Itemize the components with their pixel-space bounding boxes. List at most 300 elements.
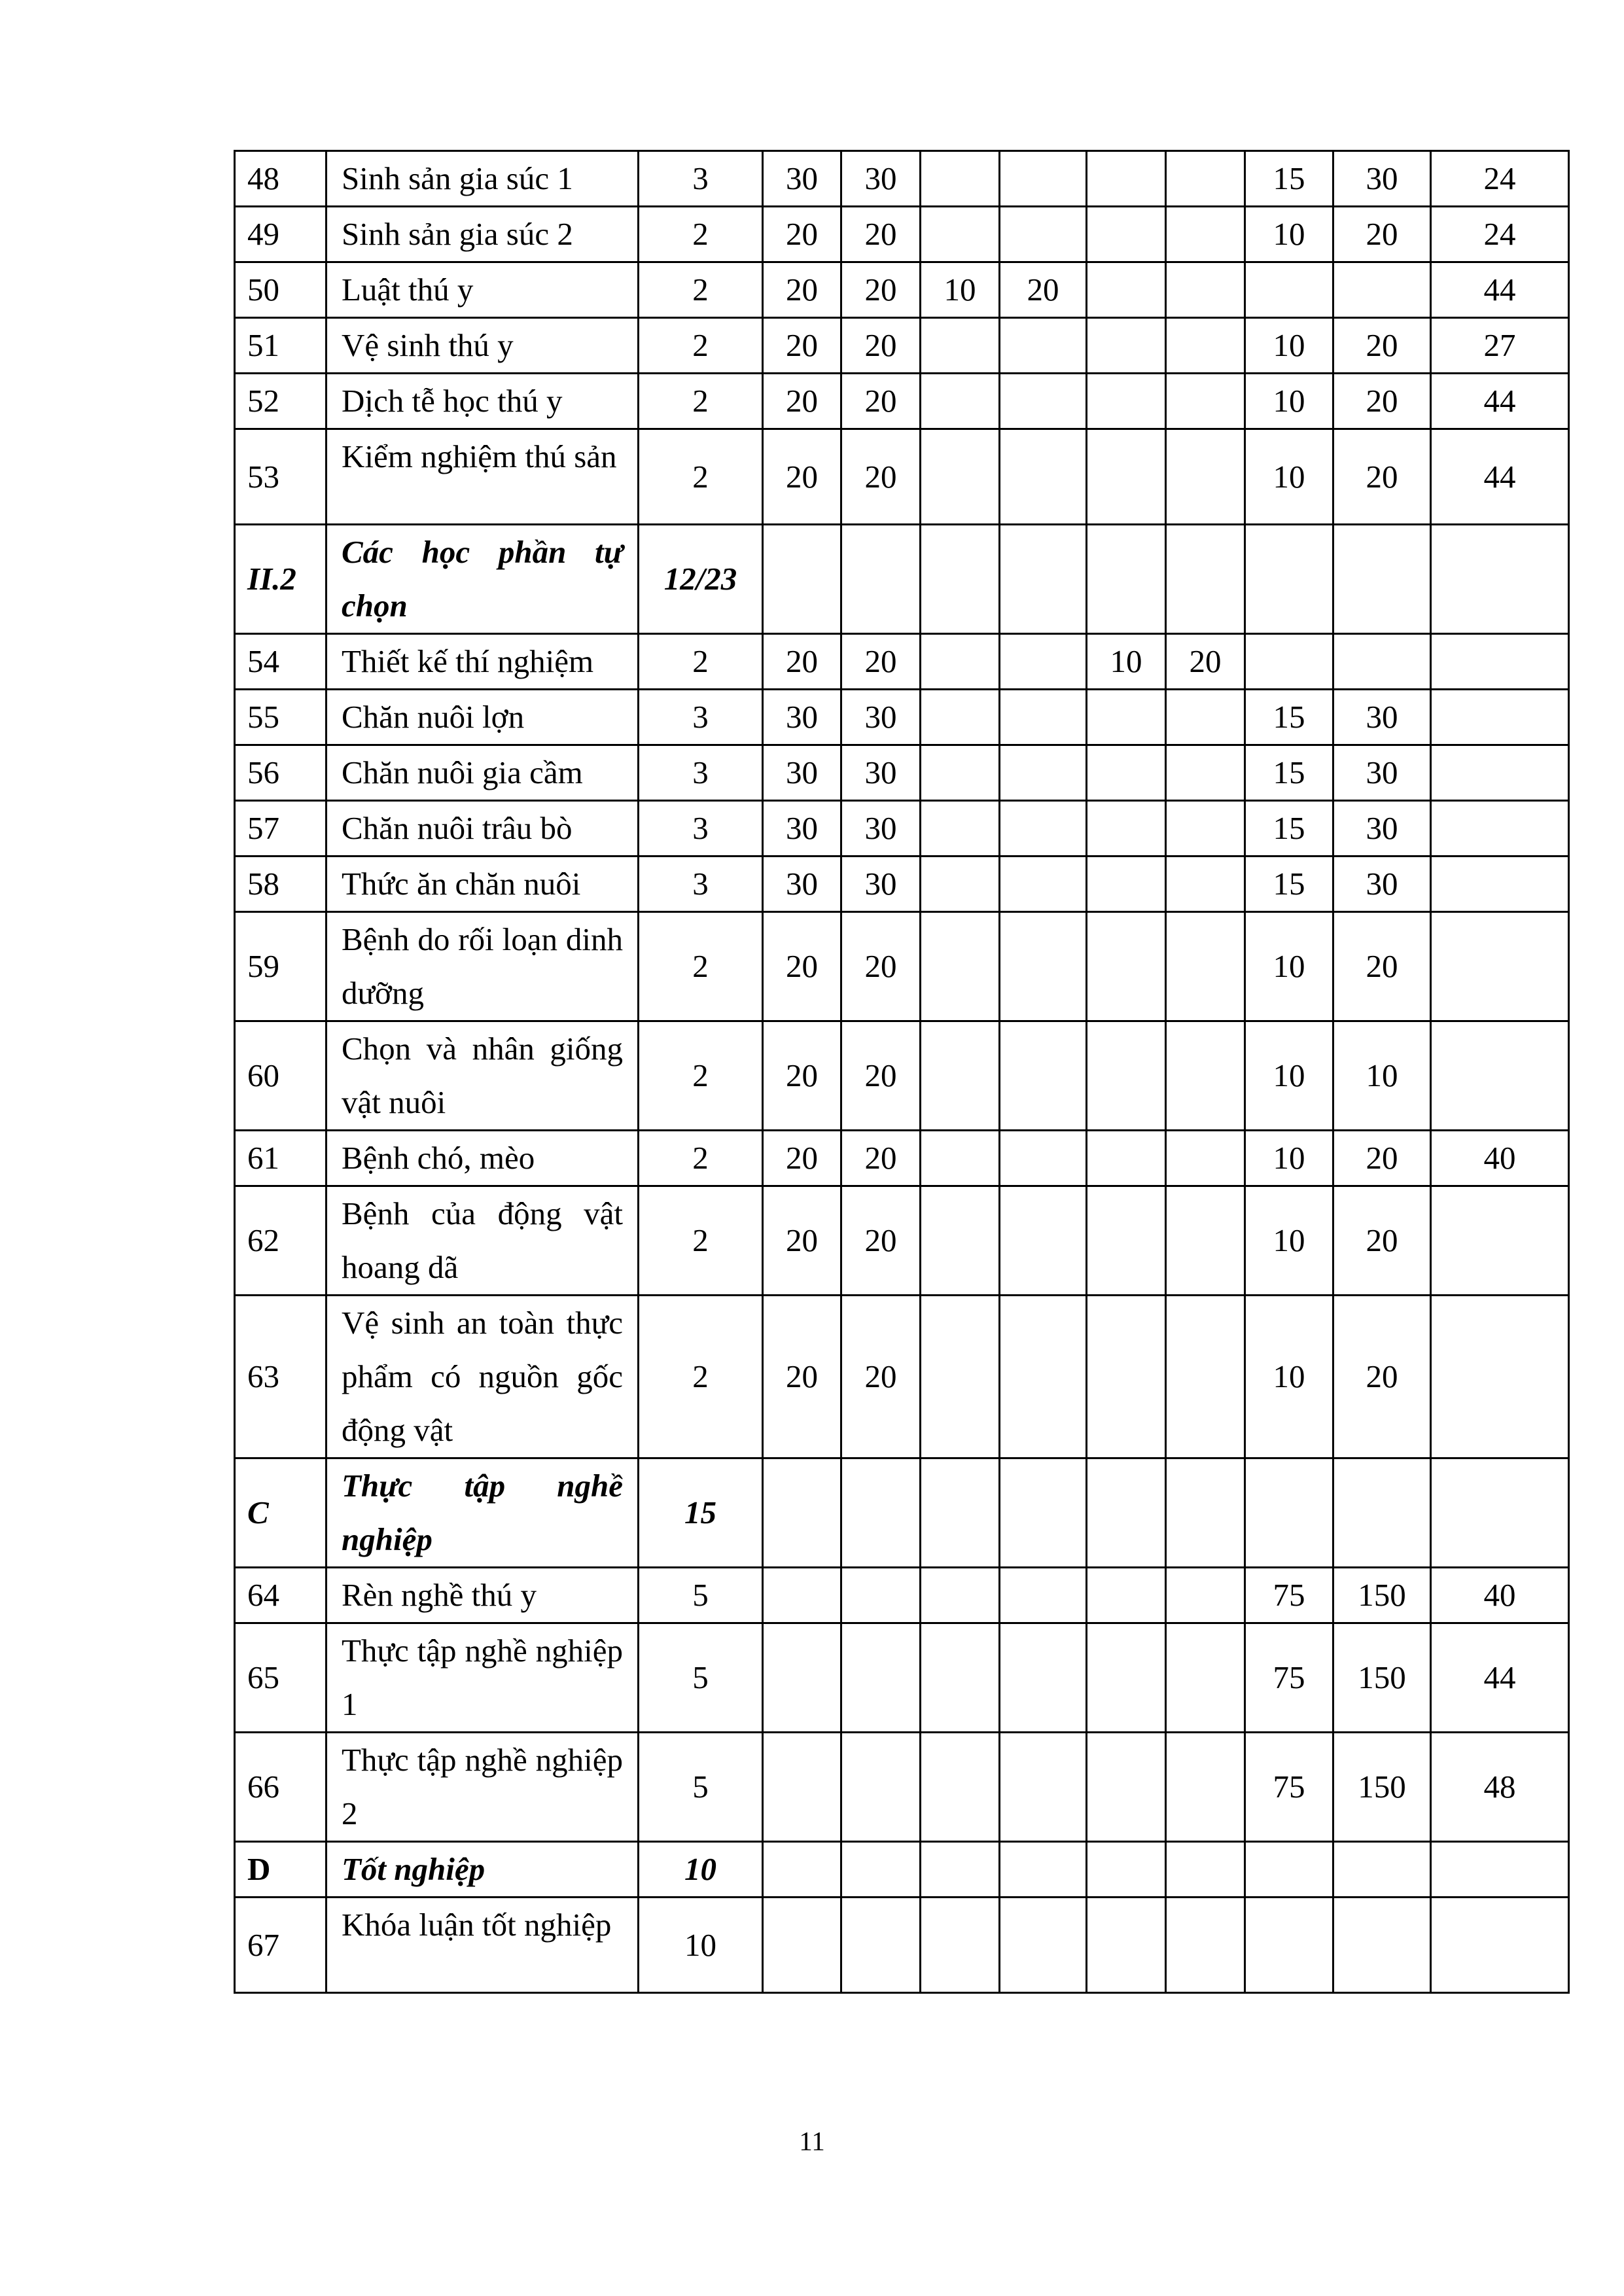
table-row: [235, 857, 1569, 912]
cell-col-11: 10: [1333, 1021, 1431, 1131]
cell-credits: 12/23: [639, 525, 763, 634]
cell-col-9: [1166, 525, 1245, 634]
cell-col-8: [1087, 1568, 1166, 1623]
cell-col-10: [1245, 1898, 1333, 1993]
cell-course-name: Dịch tễ học thú y: [327, 374, 639, 429]
table-row: [235, 1186, 1569, 1296]
cell-col-10: 15: [1245, 690, 1333, 745]
cell-col-11: 20: [1333, 1131, 1431, 1186]
cell-course-name: Rèn nghề thú y: [327, 1568, 639, 1623]
cell-col-4: 30: [763, 745, 841, 801]
cell-col-7: [1000, 429, 1087, 525]
cell-row-code: 58: [235, 857, 327, 912]
cell-col-4: 20: [763, 1186, 841, 1296]
cell-credits: 2: [639, 1296, 763, 1458]
cell-col-7: [1000, 1131, 1087, 1186]
cell-col-6: [921, 1623, 1000, 1733]
cell-col-7: [1000, 207, 1087, 262]
cell-col-6: [921, 1296, 1000, 1458]
cell-col-4: 30: [763, 690, 841, 745]
section-row: [235, 1458, 1569, 1568]
cell-col-5: 20: [841, 429, 921, 525]
cell-col-5: 30: [841, 801, 921, 857]
cell-col-9: [1166, 857, 1245, 912]
cell-col-7: [1000, 525, 1087, 634]
cell-row-code: 60: [235, 1021, 327, 1131]
cell-col-9: [1166, 1296, 1245, 1458]
cell-col-8: [1087, 1186, 1166, 1296]
cell-col-8: [1087, 1296, 1166, 1458]
cell-col-10: [1245, 634, 1333, 690]
cell-row-code: 49: [235, 207, 327, 262]
cell-col-10: [1245, 525, 1333, 634]
cell-col-6: [921, 374, 1000, 429]
cell-col-12: 40: [1431, 1131, 1569, 1186]
cell-col-8: [1087, 857, 1166, 912]
cell-col-9: [1166, 801, 1245, 857]
cell-col-9: [1166, 151, 1245, 207]
cell-col-8: [1087, 151, 1166, 207]
cell-col-5: 20: [841, 1186, 921, 1296]
cell-col-11: 30: [1333, 801, 1431, 857]
cell-col-6: [921, 151, 1000, 207]
cell-col-4: 20: [763, 912, 841, 1021]
section-row: [235, 525, 1569, 634]
cell-col-6: [921, 912, 1000, 1021]
cell-col-12: 27: [1431, 318, 1569, 374]
table-row: [235, 1733, 1569, 1842]
cell-col-4: 30: [763, 151, 841, 207]
cell-credits: 2: [639, 634, 763, 690]
cell-row-code: 57: [235, 801, 327, 857]
cell-col-6: [921, 857, 1000, 912]
cell-col-9: [1166, 207, 1245, 262]
cell-col-6: [921, 745, 1000, 801]
cell-course-name: Thực tập nghề nghiệp: [327, 1458, 639, 1568]
cell-col-11: [1333, 1458, 1431, 1568]
cell-col-9: [1166, 1131, 1245, 1186]
cell-col-9: 20: [1166, 634, 1245, 690]
table-row: [235, 912, 1569, 1021]
cell-col-10: [1245, 262, 1333, 318]
cell-col-11: 150: [1333, 1568, 1431, 1623]
cell-col-7: [1000, 151, 1087, 207]
cell-row-code: 67: [235, 1898, 327, 1993]
cell-col-11: 30: [1333, 857, 1431, 912]
cell-col-10: [1245, 1842, 1333, 1898]
cell-col-10: 15: [1245, 801, 1333, 857]
table-row: [235, 318, 1569, 374]
table-row: [235, 690, 1569, 745]
section-row: [235, 1842, 1569, 1898]
cell-col-10: 15: [1245, 745, 1333, 801]
cell-row-code: C: [235, 1458, 327, 1568]
cell-row-code: 53: [235, 429, 327, 525]
cell-row-code: II.2: [235, 525, 327, 634]
cell-credits: 2: [639, 207, 763, 262]
cell-credits: 3: [639, 857, 763, 912]
cell-col-12: [1431, 801, 1569, 857]
cell-credits: 2: [639, 318, 763, 374]
cell-col-4: 30: [763, 801, 841, 857]
cell-col-7: [1000, 1842, 1087, 1898]
table-row: [235, 634, 1569, 690]
cell-col-12: [1431, 1021, 1569, 1131]
cell-course-name: Thực tập nghề nghiệp 1: [327, 1623, 639, 1733]
table-row: [235, 1296, 1569, 1458]
cell-col-11: 150: [1333, 1623, 1431, 1733]
cell-col-12: [1431, 745, 1569, 801]
cell-col-7: [1000, 912, 1087, 1021]
cell-col-11: 150: [1333, 1733, 1431, 1842]
cell-col-11: [1333, 1898, 1431, 1993]
cell-col-4: 30: [763, 857, 841, 912]
cell-col-8: [1087, 690, 1166, 745]
cell-col-6: [921, 1898, 1000, 1993]
cell-credits: 3: [639, 151, 763, 207]
cell-col-6: 10: [921, 262, 1000, 318]
cell-col-9: [1166, 1021, 1245, 1131]
cell-col-6: [921, 207, 1000, 262]
cell-col-11: 20: [1333, 912, 1431, 1021]
cell-col-11: 20: [1333, 429, 1431, 525]
cell-row-code: 55: [235, 690, 327, 745]
table-row: [235, 151, 1569, 207]
cell-col-7: [1000, 857, 1087, 912]
cell-col-8: [1087, 262, 1166, 318]
cell-col-12: [1431, 1296, 1569, 1458]
cell-col-5: [841, 1733, 921, 1842]
cell-col-4: [763, 525, 841, 634]
cell-col-6: [921, 1021, 1000, 1131]
cell-row-code: 62: [235, 1186, 327, 1296]
cell-col-5: 30: [841, 745, 921, 801]
cell-col-9: [1166, 1898, 1245, 1993]
cell-col-10: 10: [1245, 1131, 1333, 1186]
cell-course-name: Chăn nuôi lợn: [327, 690, 639, 745]
cell-credits: 2: [639, 374, 763, 429]
cell-course-name: Sinh sản gia súc 2: [327, 207, 639, 262]
cell-col-7: [1000, 634, 1087, 690]
cell-col-5: 30: [841, 857, 921, 912]
cell-credits: 2: [639, 1131, 763, 1186]
cell-col-10: 10: [1245, 912, 1333, 1021]
cell-col-5: 20: [841, 318, 921, 374]
cell-col-10: 10: [1245, 374, 1333, 429]
cell-col-11: 20: [1333, 374, 1431, 429]
cell-col-5: 20: [841, 1296, 921, 1458]
cell-row-code: 51: [235, 318, 327, 374]
cell-col-11: [1333, 262, 1431, 318]
cell-col-5: [841, 1898, 921, 1993]
cell-course-name: Kiểm nghiệm thú sản: [327, 429, 639, 525]
cell-col-10: 10: [1245, 429, 1333, 525]
cell-col-9: [1166, 318, 1245, 374]
table-body: [235, 151, 1569, 1993]
cell-course-name: Luật thú y: [327, 262, 639, 318]
cell-col-8: [1087, 525, 1166, 634]
cell-col-8: [1087, 1021, 1166, 1131]
cell-col-6: [921, 634, 1000, 690]
cell-col-9: [1166, 745, 1245, 801]
cell-col-9: [1166, 912, 1245, 1021]
cell-col-10: 75: [1245, 1623, 1333, 1733]
cell-credits: 15: [639, 1458, 763, 1568]
cell-col-4: 20: [763, 1131, 841, 1186]
cell-credits: 10: [639, 1842, 763, 1898]
cell-credits: 5: [639, 1568, 763, 1623]
cell-col-7: 20: [1000, 262, 1087, 318]
cell-col-5: 20: [841, 374, 921, 429]
cell-col-7: [1000, 1296, 1087, 1458]
cell-col-12: [1431, 1458, 1569, 1568]
cell-col-10: 10: [1245, 318, 1333, 374]
table-row: [235, 1898, 1569, 1993]
cell-col-5: [841, 1568, 921, 1623]
cell-col-5: 20: [841, 634, 921, 690]
cell-col-7: [1000, 318, 1087, 374]
cell-col-4: [763, 1458, 841, 1568]
cell-col-8: [1087, 429, 1166, 525]
cell-course-name: Chăn nuôi trâu bò: [327, 801, 639, 857]
cell-col-11: 20: [1333, 1296, 1431, 1458]
cell-col-5: 20: [841, 207, 921, 262]
table-row: [235, 374, 1569, 429]
cell-course-name: Thức ăn chăn nuôi: [327, 857, 639, 912]
cell-col-8: 10: [1087, 634, 1166, 690]
cell-col-10: 10: [1245, 207, 1333, 262]
cell-credits: 3: [639, 690, 763, 745]
table-row: [235, 1623, 1569, 1733]
table-row: [235, 1568, 1569, 1623]
cell-col-7: [1000, 1733, 1087, 1842]
cell-col-8: [1087, 1623, 1166, 1733]
cell-col-4: 20: [763, 429, 841, 525]
table-row: [235, 1131, 1569, 1186]
cell-course-name: Khóa luận tốt nghiệp: [327, 1898, 639, 1993]
cell-course-name: Bệnh do rối loạn dinh dưỡng: [327, 912, 639, 1021]
cell-row-code: 61: [235, 1131, 327, 1186]
cell-col-12: [1431, 634, 1569, 690]
cell-col-6: [921, 1131, 1000, 1186]
cell-col-12: 44: [1431, 1623, 1569, 1733]
cell-course-name: Vệ sinh an toàn thực phẩm có nguồn gốc động vật: [327, 1296, 639, 1458]
cell-col-11: 20: [1333, 1186, 1431, 1296]
cell-course-name: Chăn nuôi gia cầm: [327, 745, 639, 801]
cell-col-7: [1000, 1898, 1087, 1993]
cell-col-7: [1000, 374, 1087, 429]
cell-col-8: [1087, 912, 1166, 1021]
cell-row-code: 56: [235, 745, 327, 801]
cell-row-code: 54: [235, 634, 327, 690]
cell-course-name: Tốt nghiệp: [327, 1842, 639, 1898]
cell-col-12: [1431, 1186, 1569, 1296]
cell-col-8: [1087, 745, 1166, 801]
cell-col-9: [1166, 1458, 1245, 1568]
cell-row-code: 52: [235, 374, 327, 429]
cell-course-name: Bệnh của động vật hoang dã: [327, 1186, 639, 1296]
cell-col-8: [1087, 1131, 1166, 1186]
cell-col-11: 30: [1333, 745, 1431, 801]
cell-col-10: 10: [1245, 1186, 1333, 1296]
cell-course-name: Bệnh chó, mèo: [327, 1131, 639, 1186]
cell-col-5: [841, 1458, 921, 1568]
cell-col-4: [763, 1842, 841, 1898]
cell-col-10: 10: [1245, 1021, 1333, 1131]
page-number: 11: [799, 2126, 825, 2156]
cell-col-7: [1000, 745, 1087, 801]
cell-col-9: [1166, 262, 1245, 318]
cell-col-6: [921, 429, 1000, 525]
table-row: [235, 801, 1569, 857]
cell-col-8: [1087, 1733, 1166, 1842]
cell-col-9: [1166, 374, 1245, 429]
cell-col-4: 20: [763, 1296, 841, 1458]
cell-row-code: 59: [235, 912, 327, 1021]
cell-col-9: [1166, 1733, 1245, 1842]
cell-col-7: [1000, 690, 1087, 745]
cell-col-10: 10: [1245, 1296, 1333, 1458]
cell-col-12: [1431, 690, 1569, 745]
cell-credits: 2: [639, 912, 763, 1021]
cell-col-6: [921, 690, 1000, 745]
cell-col-4: 20: [763, 262, 841, 318]
cell-col-6: [921, 801, 1000, 857]
cell-col-12: 48: [1431, 1733, 1569, 1842]
cell-col-10: [1245, 1458, 1333, 1568]
cell-col-12: [1431, 1842, 1569, 1898]
cell-col-5: 30: [841, 690, 921, 745]
cell-col-5: 20: [841, 1021, 921, 1131]
table-row: [235, 745, 1569, 801]
cell-col-4: 20: [763, 634, 841, 690]
cell-col-11: 20: [1333, 207, 1431, 262]
cell-col-4: 20: [763, 318, 841, 374]
cell-col-6: [921, 1568, 1000, 1623]
cell-col-10: 15: [1245, 151, 1333, 207]
cell-col-7: [1000, 1186, 1087, 1296]
cell-credits: 2: [639, 262, 763, 318]
cell-row-code: 50: [235, 262, 327, 318]
cell-col-7: [1000, 1458, 1087, 1568]
cell-col-10: 75: [1245, 1733, 1333, 1842]
cell-col-5: 20: [841, 262, 921, 318]
cell-col-6: [921, 1186, 1000, 1296]
cell-col-11: [1333, 634, 1431, 690]
cell-col-11: [1333, 525, 1431, 634]
cell-col-10: 15: [1245, 857, 1333, 912]
cell-col-5: [841, 1623, 921, 1733]
cell-col-12: [1431, 912, 1569, 1021]
table-row: [235, 429, 1569, 525]
cell-col-9: [1166, 1186, 1245, 1296]
cell-course-name: Sinh sản gia súc 1: [327, 151, 639, 207]
cell-col-5: [841, 525, 921, 634]
cell-col-5: 30: [841, 151, 921, 207]
cell-col-7: [1000, 1623, 1087, 1733]
cell-col-9: [1166, 690, 1245, 745]
cell-credits: 5: [639, 1623, 763, 1733]
cell-col-6: [921, 318, 1000, 374]
cell-col-7: [1000, 1021, 1087, 1131]
cell-col-8: [1087, 207, 1166, 262]
cell-col-9: [1166, 1842, 1245, 1898]
cell-col-11: [1333, 1842, 1431, 1898]
curriculum-table: [234, 150, 1570, 1994]
cell-credits: 2: [639, 1186, 763, 1296]
cell-col-4: 20: [763, 1021, 841, 1131]
cell-row-code: 63: [235, 1296, 327, 1458]
cell-col-8: [1087, 374, 1166, 429]
cell-col-12: 24: [1431, 207, 1569, 262]
cell-col-12: [1431, 857, 1569, 912]
cell-col-9: [1166, 1568, 1245, 1623]
cell-col-4: [763, 1898, 841, 1993]
cell-col-6: [921, 1842, 1000, 1898]
cell-course-name: Thiết kế thí nghiệm: [327, 634, 639, 690]
cell-col-7: [1000, 801, 1087, 857]
cell-col-12: 40: [1431, 1568, 1569, 1623]
cell-row-code: 64: [235, 1568, 327, 1623]
table-row: [235, 1021, 1569, 1131]
cell-credits: 10: [639, 1898, 763, 1993]
cell-credits: 2: [639, 429, 763, 525]
cell-row-code: 48: [235, 151, 327, 207]
cell-col-6: [921, 1458, 1000, 1568]
cell-col-4: [763, 1733, 841, 1842]
cell-col-8: [1087, 318, 1166, 374]
cell-col-4: 20: [763, 207, 841, 262]
cell-credits: 2: [639, 1021, 763, 1131]
cell-credits: 5: [639, 1733, 763, 1842]
cell-course-name: Chọn và nhân giống vật nuôi: [327, 1021, 639, 1131]
cell-col-9: [1166, 429, 1245, 525]
cell-course-name: Thực tập nghề nghiệp 2: [327, 1733, 639, 1842]
cell-col-4: [763, 1623, 841, 1733]
cell-course-name: Các học phần tự chọn: [327, 525, 639, 634]
cell-col-11: 30: [1333, 151, 1431, 207]
cell-col-4: 20: [763, 374, 841, 429]
cell-credits: 3: [639, 801, 763, 857]
cell-col-5: [841, 1842, 921, 1898]
cell-row-code: D: [235, 1842, 327, 1898]
cell-col-12: 24: [1431, 151, 1569, 207]
cell-col-8: [1087, 1458, 1166, 1568]
cell-col-6: [921, 525, 1000, 634]
cell-col-8: [1087, 1898, 1166, 1993]
cell-col-11: 20: [1333, 318, 1431, 374]
table-row: [235, 262, 1569, 318]
cell-col-8: [1087, 1842, 1166, 1898]
cell-row-code: 66: [235, 1733, 327, 1842]
cell-col-12: 44: [1431, 262, 1569, 318]
cell-col-12: [1431, 1898, 1569, 1993]
cell-col-8: [1087, 801, 1166, 857]
cell-col-7: [1000, 1568, 1087, 1623]
cell-col-12: [1431, 525, 1569, 634]
cell-credits: 3: [639, 745, 763, 801]
cell-col-5: 20: [841, 912, 921, 1021]
cell-col-12: 44: [1431, 374, 1569, 429]
cell-row-code: 65: [235, 1623, 327, 1733]
cell-col-9: [1166, 1623, 1245, 1733]
cell-col-4: [763, 1568, 841, 1623]
cell-col-5: 20: [841, 1131, 921, 1186]
cell-course-name: Vệ sinh thú y: [327, 318, 639, 374]
cell-col-12: 44: [1431, 429, 1569, 525]
cell-col-6: [921, 1733, 1000, 1842]
table-row: [235, 207, 1569, 262]
